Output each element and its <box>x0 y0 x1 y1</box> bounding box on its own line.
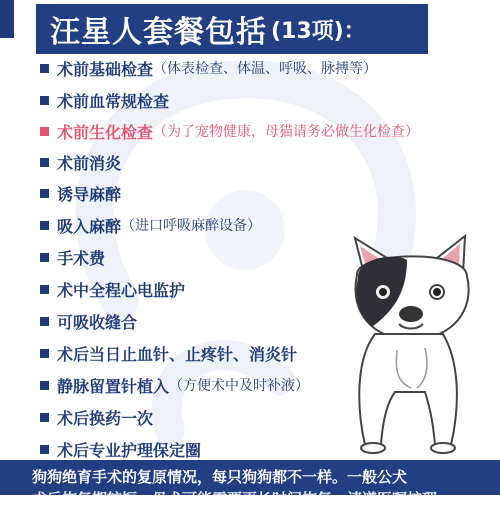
list-item: 术后换药一次 <box>40 405 153 429</box>
square-bullet-icon <box>40 445 49 454</box>
square-bullet-icon <box>40 64 49 73</box>
french-bulldog-illustration <box>325 230 500 460</box>
list-item: 静脉留置针植入 （方便术中及时补液） <box>40 373 309 397</box>
list-item: 术后当日止血针、止疼针、消炎针 <box>40 341 297 365</box>
square-bullet-icon <box>40 317 49 326</box>
list-item: 可吸收缝合 <box>40 309 137 333</box>
square-bullet-icon <box>40 285 49 294</box>
left-accent-bar <box>0 0 14 38</box>
square-bullet-icon <box>40 158 49 167</box>
list-item: 术前消炎 <box>40 150 121 174</box>
square-bullet-icon <box>40 349 49 358</box>
footer-line-2: 术后恢复期较短，母犬可能需要更长时间恢复，请遵医嘱护理 <box>32 490 438 508</box>
square-bullet-icon <box>40 96 49 105</box>
square-bullet-icon <box>40 221 49 230</box>
footer-line-1: 狗狗绝育手术的复原情况，每只狗狗都不一样。一般公犬 <box>32 468 408 486</box>
square-bullet-icon <box>40 253 49 262</box>
list-item: 术后专业护理保定圈 <box>40 437 201 461</box>
list-item: 术前基础检查 （体表检查、体温、呼吸、脉搏等） <box>40 56 377 80</box>
list-item-highlight: 术前生化检查 （为了宠物健康，母猫请务必做生化检查） <box>40 119 419 143</box>
package-header <box>36 4 428 54</box>
list-item: 术前血常规检查 <box>40 88 169 112</box>
footer-note <box>0 460 500 508</box>
square-bullet-icon <box>40 413 49 422</box>
list-item: 吸入麻醉 （进口呼吸麻醉设备） <box>40 213 261 237</box>
page-title: 汪星人套餐包括 <box>50 15 267 50</box>
list-item: 术中全程心电监护 <box>40 277 185 301</box>
square-bullet-icon <box>40 381 49 390</box>
list-item: 手术费 <box>40 245 105 269</box>
item-count: (13项)： <box>271 18 366 44</box>
square-bullet-icon <box>40 127 49 136</box>
list-item: 诱导麻醉 <box>40 181 121 205</box>
square-bullet-icon <box>40 189 49 198</box>
